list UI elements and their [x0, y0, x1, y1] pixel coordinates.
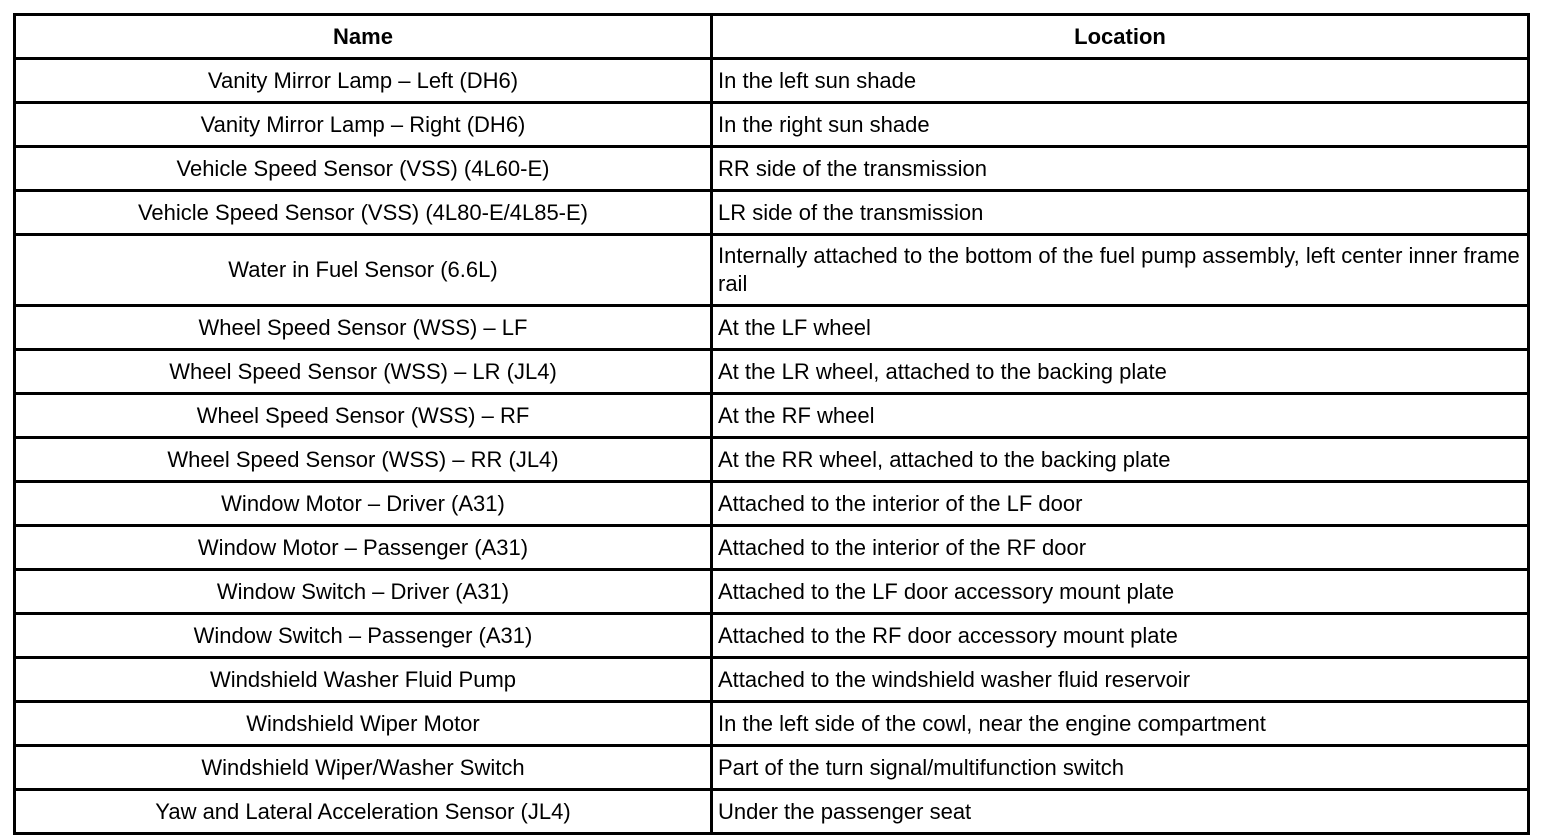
table-row — [15, 191, 1529, 235]
name-cell: Vehicle Speed Sensor (VSS) (4L60-E) — [15, 147, 712, 191]
location-cell: LR side of the transmission — [712, 191, 1529, 235]
name-cell: Vanity Mirror Lamp – Left (DH6) — [15, 59, 712, 103]
table-row — [15, 658, 1529, 702]
column-header-location: Location — [712, 15, 1529, 59]
name-cell: Yaw and Lateral Acceleration Sensor (JL4) — [15, 790, 712, 834]
location-cell: In the left side of the cowl, near the engine compartment — [712, 702, 1529, 746]
table-row — [15, 702, 1529, 746]
table-row — [15, 526, 1529, 570]
table-row — [15, 746, 1529, 790]
name-cell: Wheel Speed Sensor (WSS) – RF — [15, 394, 712, 438]
location-cell: Attached to the RF door accessory mount plate — [712, 614, 1529, 658]
name-cell: Wheel Speed Sensor (WSS) – LR (JL4) — [15, 350, 712, 394]
location-cell: In the left sun shade — [712, 59, 1529, 103]
location-cell: Internally attached to the bottom of the fuel pump assembly, left center inner frame rail — [712, 235, 1529, 306]
location-cell: Under the passenger seat — [712, 790, 1529, 834]
table-row — [15, 438, 1529, 482]
location-cell: RR side of the transmission — [712, 147, 1529, 191]
location-cell: At the LF wheel — [712, 306, 1529, 350]
table-row — [15, 59, 1529, 103]
name-cell: Windshield Wiper/Washer Switch — [15, 746, 712, 790]
name-cell: Window Switch – Passenger (A31) — [15, 614, 712, 658]
location-cell: At the RR wheel, attached to the backing plate — [712, 438, 1529, 482]
table-row — [15, 147, 1529, 191]
name-cell: Vehicle Speed Sensor (VSS) (4L80-E/4L85-E) — [15, 191, 712, 235]
location-cell: At the LR wheel, attached to the backing plate — [712, 350, 1529, 394]
name-cell: Window Motor – Driver (A31) — [15, 482, 712, 526]
table-header-row — [15, 15, 1529, 59]
table-row — [15, 103, 1529, 147]
table-row — [15, 306, 1529, 350]
name-cell: Water in Fuel Sensor (6.6L) — [15, 235, 712, 306]
table-row — [15, 235, 1529, 306]
location-cell: Attached to the interior of the RF door — [712, 526, 1529, 570]
location-cell: Part of the turn signal/multifunction switch — [712, 746, 1529, 790]
table-row — [15, 614, 1529, 658]
table-row — [15, 570, 1529, 614]
location-cell: Attached to the windshield washer fluid reservoir — [712, 658, 1529, 702]
table-row — [15, 350, 1529, 394]
table-row — [15, 790, 1529, 834]
location-cell: At the RF wheel — [712, 394, 1529, 438]
name-cell: Windshield Washer Fluid Pump — [15, 658, 712, 702]
name-cell: Window Motor – Passenger (A31) — [15, 526, 712, 570]
location-cell: In the right sun shade — [712, 103, 1529, 147]
table-row — [15, 482, 1529, 526]
location-cell: Attached to the LF door accessory mount plate — [712, 570, 1529, 614]
name-cell: Vanity Mirror Lamp – Right (DH6) — [15, 103, 712, 147]
name-cell: Wheel Speed Sensor (WSS) – RR (JL4) — [15, 438, 712, 482]
component-location-table — [13, 13, 1530, 835]
table-row — [15, 394, 1529, 438]
location-cell: Attached to the interior of the LF door — [712, 482, 1529, 526]
name-cell: Window Switch – Driver (A31) — [15, 570, 712, 614]
name-cell: Wheel Speed Sensor (WSS) – LF — [15, 306, 712, 350]
name-cell: Windshield Wiper Motor — [15, 702, 712, 746]
component-location-table-container — [13, 13, 1527, 835]
column-header-name: Name — [15, 15, 712, 59]
